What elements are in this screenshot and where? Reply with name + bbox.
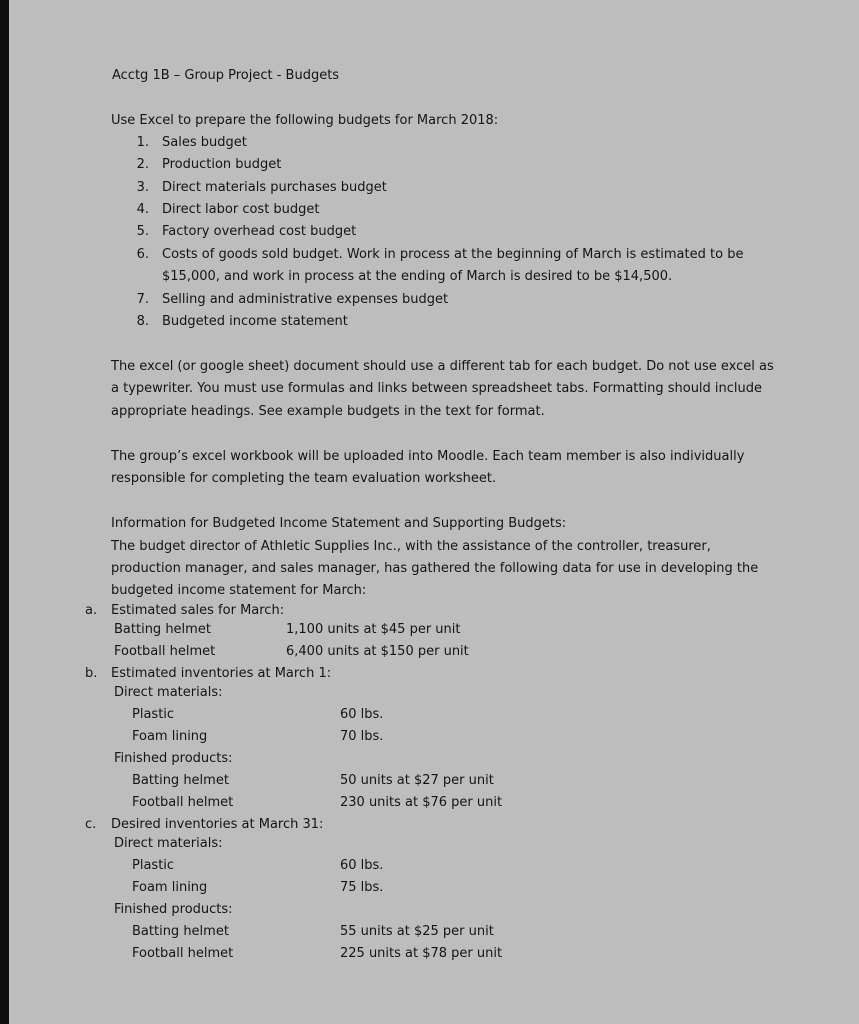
list-item: Budgeted income statement [162,314,348,329]
list-item-number: 4. [136,202,149,217]
row-label: Football helmet [132,795,234,810]
section-heading: Desired inventories at March 31: [111,817,324,832]
list-item: Costs of goods sold budget. Work in process at the beginning of March is estimated to be [162,247,744,262]
list-item-number: 5. [136,224,149,239]
section-heading: Estimated inventories at March 1: [111,666,332,681]
subsection-label: Finished products: [114,751,233,766]
list-item: Production budget [162,157,282,172]
section-letter: b. [85,666,98,681]
paragraph-line: a typewriter. You must use formulas and links between spreadsheet tabs. Formatting should include [111,381,763,396]
section-letter: c. [85,817,97,832]
info-heading: Information for Budgeted Income Statement and Supporting Budgets: [111,516,567,531]
paragraph-line: The group’s excel workbook will be uploaded into Moodle. Each team member is also individually [111,449,745,464]
row-value: 60 lbs. [340,858,384,873]
paragraph-line: budgeted income statement for March: [111,583,367,598]
row-value: 225 units at $78 per unit [340,946,503,961]
paragraph-line: appropriate headings. See example budgets in the text for format. [111,404,545,419]
paragraph-line: The budget director of Athletic Supplies Inc., with the assistance of the controller, treasurer, [111,539,711,554]
row-label: Foam lining [132,729,208,744]
list-item: Selling and administrative expenses budget [162,292,449,307]
paragraph-line: The excel (or google sheet) document should use a different tab for each budget. Do not use excel as [111,359,774,374]
subsection-label: Direct materials: [114,836,223,851]
row-value: 230 units at $76 per unit [340,795,503,810]
list-item-number: 2. [136,157,149,172]
row-label: Football helmet [132,946,234,961]
row-label: Batting helmet [114,622,211,637]
list-item: Direct materials purchases budget [162,180,387,195]
list-item: Sales budget [162,135,247,150]
list-item: Direct labor cost budget [162,202,320,217]
row-label: Batting helmet [132,773,229,788]
paragraph-line: production manager, and sales manager, has gathered the following data for use in developing the [111,561,759,576]
list-item-continuation: $15,000, and work in process at the ending of March is desired to be $14,500. [162,269,673,284]
row-value: 70 lbs. [340,729,384,744]
row-value: 60 lbs. [340,707,384,722]
row-value: 6,400 units at $150 per unit [286,644,469,659]
list-item-number: 3. [136,180,149,195]
list-item-number: 8. [136,314,149,329]
row-value: 50 units at $27 per unit [340,773,494,788]
row-label: Football helmet [114,644,216,659]
doc-title: Acctg 1B – Group Project - Budgets [112,68,340,83]
row-label: Foam lining [132,880,208,895]
list-item-number: 7. [136,292,149,307]
intro-line: Use Excel to prepare the following budgets for March 2018: [111,113,499,128]
row-value: 75 lbs. [340,880,384,895]
list-item-number: 1. [136,135,149,150]
row-value: 1,100 units at $45 per unit [286,622,461,637]
list-item-number: 6. [136,247,149,262]
list-item: Factory overhead cost budget [162,224,357,239]
subsection-label: Finished products: [114,902,233,917]
section-letter: a. [85,603,98,618]
row-value: 55 units at $25 per unit [340,924,494,939]
section-heading: Estimated sales for March: [111,603,285,618]
row-label: Plastic [132,707,175,722]
row-label: Plastic [132,858,175,873]
row-label: Batting helmet [132,924,229,939]
left-edge-bar [0,0,9,1024]
paragraph-line: responsible for completing the team evaluation worksheet. [111,471,497,486]
subsection-label: Direct materials: [114,685,223,700]
